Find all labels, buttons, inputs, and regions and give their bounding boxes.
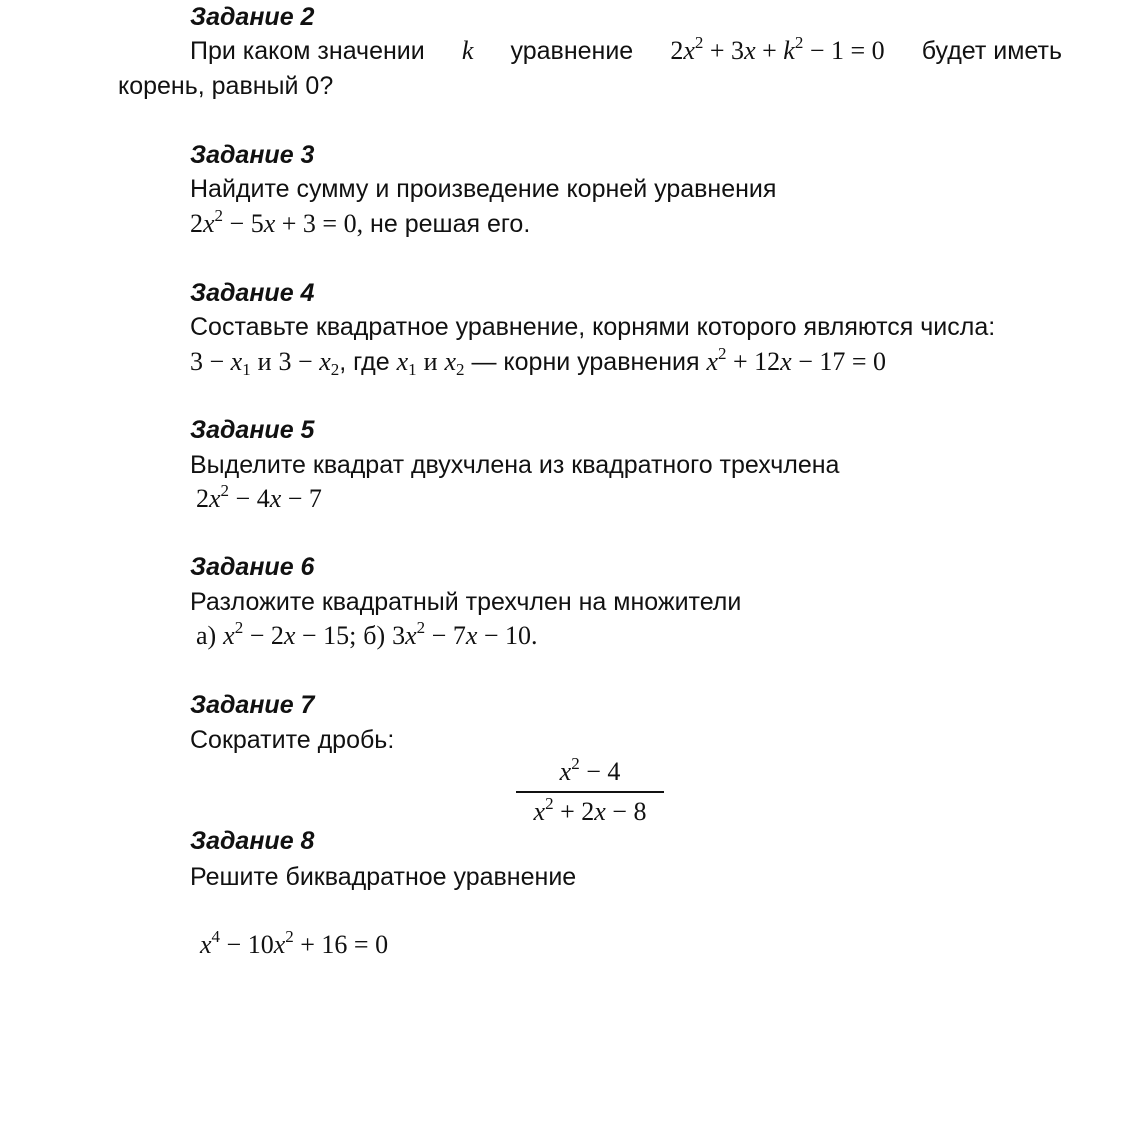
task-7-numerator: $x^2 - 4$ [559, 754, 621, 786]
task-6-part-b-label: б) [363, 621, 386, 650]
task-7-title: Задание 7 [190, 691, 315, 719]
task-2-line-1 [190, 34, 1062, 68]
task-7-denominator: $x^2 + 2x - 8$ [533, 794, 647, 826]
task-5-expression: $2x^2 - 4x - 7$ [196, 481, 322, 513]
task-4-line-1: Составьте квадратное уравнение, корнями которого являются числа: [190, 313, 996, 341]
task-6-title: Задание 6 [190, 553, 315, 581]
task-2-equation: $2x^2 + 3x + k^2 - 1 = 0$ [670, 33, 885, 65]
task-3-line-1: Найдите сумму и произведение корней уравнения [190, 175, 777, 203]
task-4-text-where: , где [339, 348, 390, 376]
task-8-equation: $x^4 - 10x^2 + 16 = 0$ [200, 927, 389, 959]
task-2-line-2: корень, равный 0? [118, 72, 334, 100]
task-7-fraction-bar [516, 791, 664, 793]
task-7-line-1: Сократите дробь: [190, 726, 395, 754]
task-5-line-1: Выделите квадрат двухчлена из квадратного трехчлена [190, 451, 840, 479]
task-6-part-b: $3x^2 - 7x - 10$. [392, 618, 538, 650]
task-8-line-1: Решите биквадратное уравнение [190, 863, 577, 891]
task-4-var-x2: $x_2$ [444, 347, 465, 379]
task-4-title: Задание 4 [190, 279, 315, 307]
task-6-line-2 [196, 619, 538, 653]
task-2-text-2: уравнение [510, 37, 634, 65]
task-3-text-2: не решая его. [370, 210, 531, 238]
task-4-expr-1: $3 - x_1$ [190, 347, 251, 379]
task-3-equation: $2x^2 - 5x + 3 = 0$, [190, 206, 364, 238]
task-6-part-a: $x^2 - 2x - 15$; [223, 618, 357, 650]
task-2-variable-k: k [461, 36, 474, 65]
task-6-part-a-label: а) [196, 621, 217, 650]
task-3-title: Задание 3 [190, 141, 315, 169]
task-2-text-3: будет иметь [921, 37, 1062, 65]
task-6-line-1: Разложите квадратный трехчлен на множители [190, 588, 742, 616]
task-8-title: Задание 8 [190, 827, 315, 855]
task-2-text-1: При каком значении [190, 37, 425, 65]
task-4-text-roots: — корни уравнения [471, 348, 700, 376]
task-4-line-2 [190, 345, 886, 379]
task-2-title: Задание 2 [190, 3, 315, 31]
task-4-word-and: и [257, 347, 272, 376]
task-7-fraction [514, 755, 666, 829]
task-4-expr-2: $3 - x_2$ [278, 347, 340, 379]
task-4-word-and-2: и [423, 347, 438, 376]
task-3-line-2 [190, 207, 530, 241]
task-4-equation: $x^2 + 12x - 17 = 0$ [706, 344, 887, 376]
task-4-var-x1: $x_1$ [396, 347, 417, 379]
task-5-title: Задание 5 [190, 416, 315, 444]
